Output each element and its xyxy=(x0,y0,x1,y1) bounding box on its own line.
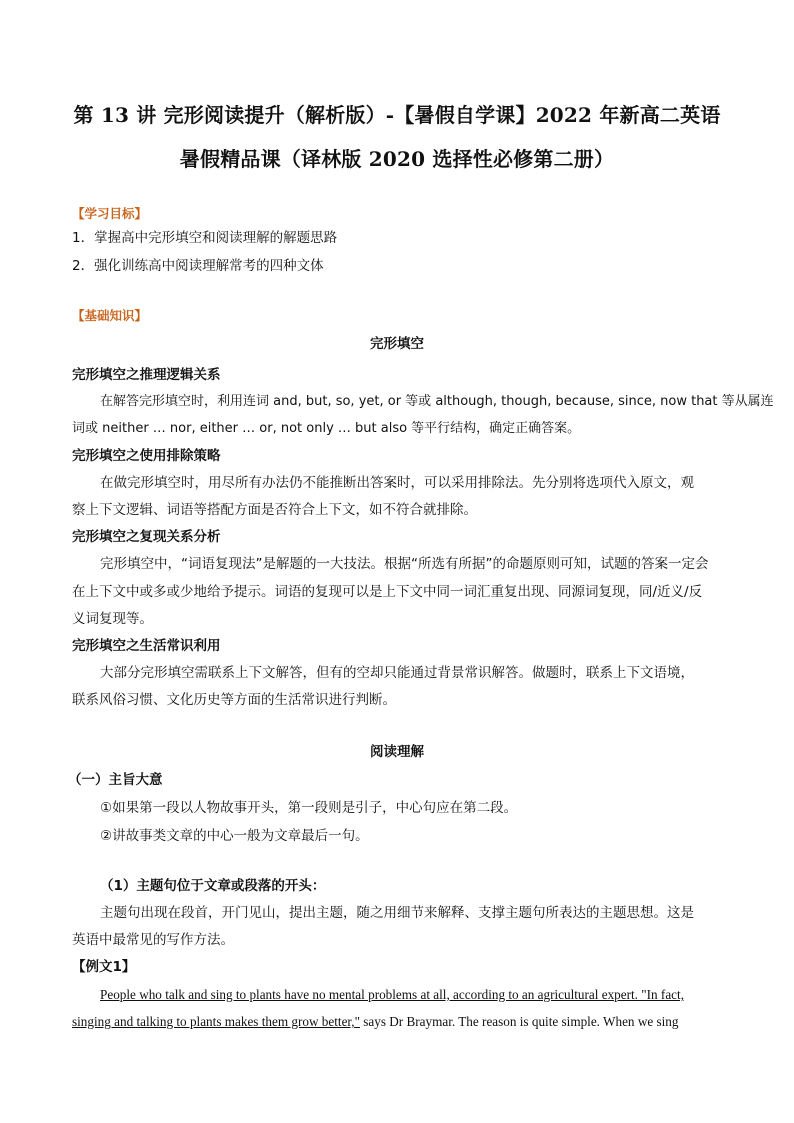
cloze-section-1-para: 词或 neither … nor, either … or, not only … but also 等平行结构，确定正确答案。 xyxy=(72,421,581,436)
cloze-section-4-para: 联系风俗习惯、文化历史等方面的生活常识进行判断。 xyxy=(72,692,396,708)
cloze-section-4-para: 大部分完形填空需联系上下文解答，但有的空却只能通过背景常识解答。做题时，联系上下文语境， xyxy=(100,665,694,681)
goal-item-1: 1．掌握高中完形填空和阅读理解的解题思路 xyxy=(72,230,338,246)
example-text-line-1: People who talk and sing to plants have no mental problems at all, according to an agricultural expert. "In fact, xyxy=(100,987,684,1002)
cloze-section-1-para: 在解答完形填空时，利用连词 and, but, so, yet, or 等或 although, though, because, since, now that 等从属连 xyxy=(100,394,774,409)
topic-sentence-heading: （1）主题句位于文章或段落的开头： xyxy=(100,878,326,894)
cloze-section-3-para: 在上下文中或多或少地给予提示。词语的复现可以是上下文中同一词汇重复出现、同源词复现，同/近义/反 xyxy=(72,584,703,600)
basic-knowledge-tag: 【基础知识】 xyxy=(72,308,148,323)
reading-heading: 阅读理解 xyxy=(370,744,424,760)
cloze-heading: 完形填空 xyxy=(370,336,424,352)
reading-item-1: ①如果第一段以人物故事开头，第一段则是引子，中心句应在第二段。 xyxy=(100,800,518,816)
document-title-line2: 暑假精品课（译林版 2020 选择性必修第二册） xyxy=(179,147,615,171)
topic-sentence-para: 主题句出现在段首，开门见山，提出主题，随之用细节来解释、支撑主题句所表达的主题思想。这是 xyxy=(100,905,694,921)
cloze-section-2-para: 察上下文逻辑、词语等搭配方面是否符合上下文，如不符合就排除。 xyxy=(72,502,477,518)
goal-item-2: 2．强化训练高中阅读理解常考的四种文体 xyxy=(72,258,324,274)
example-plain-text: says Dr Braymar. The reason is quite simple. When we sing xyxy=(359,1014,679,1029)
reading-item-2: ②讲故事类文章的中心一般为文章最后一句。 xyxy=(100,828,369,844)
cloze-section-3-para: 完形填空中，“词语复现法”是解题的一大技法。根据“所选有所据”的命题原则可知，试题的答案一定会 xyxy=(100,556,709,572)
cloze-section-2-para: 在做完形填空时，用尽所有办法仍不能推断出答案时，可以采用排除法。先分别将选项代入原文，观 xyxy=(100,475,694,491)
example-underlined-text: singing and talking to plants makes them grow better," xyxy=(72,1014,360,1029)
example-text-line-2 xyxy=(72,1012,678,1032)
learning-goals-tag: 【学习目标】 xyxy=(72,206,148,221)
cloze-section-4-title: 完形填空之生活常识利用 xyxy=(72,638,221,654)
cloze-section-2-title: 完形填空之使用排除策略 xyxy=(72,448,221,464)
document-title-line1: 第 13 讲 完形阅读提升（解析版）-【暑假自学课】2022 年新高二英语 xyxy=(73,103,721,127)
cloze-section-1-title: 完形填空之推理逻辑关系 xyxy=(72,367,221,383)
cloze-section-3-para: 义词复现等。 xyxy=(72,611,153,627)
example-tag: 【例文1】 xyxy=(72,959,136,975)
topic-sentence-para: 英语中最常见的写作方法。 xyxy=(72,932,234,948)
reading-subheading-main-idea: （一）主旨大意 xyxy=(68,772,163,788)
cloze-section-3-title: 完形填空之复现关系分析 xyxy=(72,529,221,545)
